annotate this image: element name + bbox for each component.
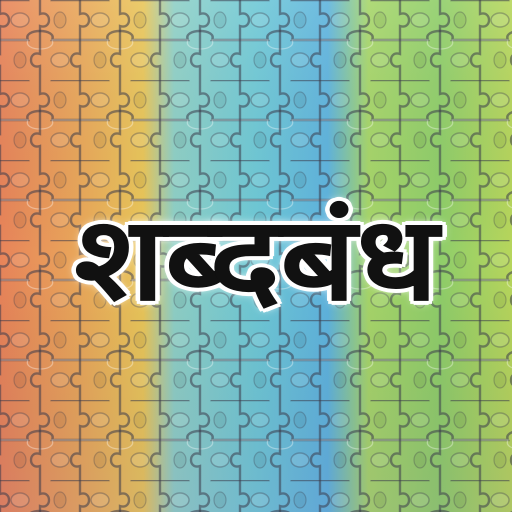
app-title: शब्दबंध — [73, 192, 439, 327]
title-band — [0, 192, 512, 327]
